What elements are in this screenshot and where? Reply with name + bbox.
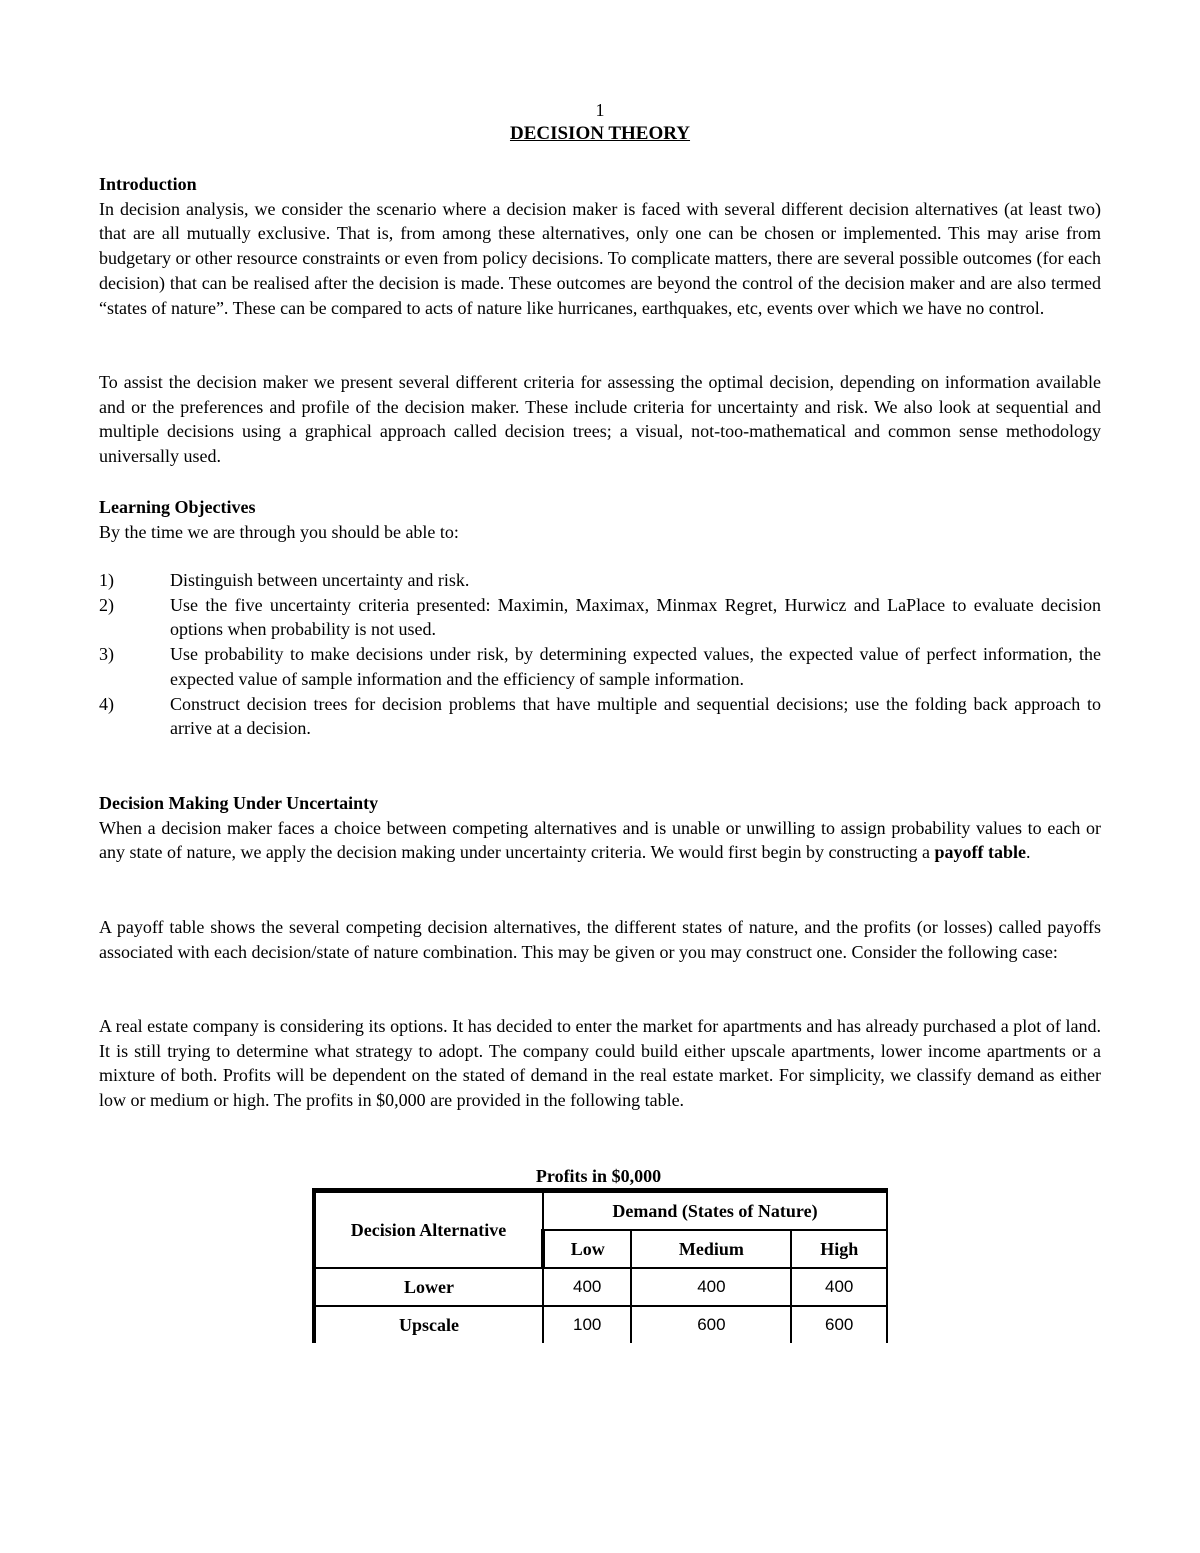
objectives-list	[99, 568, 1101, 741]
uncertainty-paragraph-2: A payoff table shows the several competing decision alternatives, the different states of nature, and the profits (or losses) called payoffs associated with each decision/state of nature combination. This may be given or you may construct one. Consider the following case:	[99, 917, 1101, 962]
page-number: 1	[595, 100, 605, 120]
table-caption: Profits in $0,000	[535, 1166, 662, 1186]
objectives-intro: By the time we are through you should be able to:	[99, 521, 459, 542]
row-label: Upscale	[314, 1306, 543, 1343]
uncertainty-section	[99, 791, 1101, 865]
introduction-heading: Introduction	[99, 174, 197, 194]
table-cell: 400	[791, 1268, 887, 1306]
table-row	[314, 1268, 887, 1306]
table-cell: 100	[543, 1306, 631, 1343]
uncertainty-paragraph-3: A real estate company is considering its options. It has decided to enter the market for apartments and has already purchased a plot of land. It is still trying to determine what strategy to adopt. The company could build either upscale apartments, lower income apartments or a mixture of both. Profits will be dependent on the stated of demand in the real estate market. For simplicity, we classify demand as either low or medium or high. The profits in $0,000 are provided in the following table.	[99, 1016, 1101, 1111]
table-cell: 600	[631, 1306, 791, 1343]
table-cell: 400	[631, 1268, 791, 1306]
row-label: Lower	[314, 1268, 543, 1306]
uncertainty-paragraph-1-end: .	[1025, 842, 1031, 863]
list-item	[99, 568, 1101, 593]
payoff-table-term: payoff table	[934, 842, 1026, 863]
objectives-section	[99, 495, 1101, 544]
table-row	[314, 1306, 887, 1343]
table-cell: 600	[791, 1306, 887, 1343]
column-header-high: High	[791, 1230, 887, 1268]
payoff-table	[312, 1188, 888, 1343]
uncertainty-heading: Decision Making Under Uncertainty	[99, 793, 379, 813]
introduction-section	[99, 172, 1101, 320]
list-item-number: 1)	[99, 570, 114, 590]
list-item-number: 2)	[99, 594, 114, 615]
table-cell: 400	[543, 1268, 631, 1306]
introduction-paragraph-2: To assist the decision maker we present several different criteria for assessing the optimal decision, depending on information available and or the preferences and profile of the decision maker. These include criteria for uncertainty and risk. We also look at sequential and multiple decisions using a graphical approach called decision trees; a visual, not-too-mathematical and common sense methodology universally used.	[99, 372, 1101, 467]
list-item-text: Use probability to make decisions under risk, by determining expected values, the expected value of perfect information, the expected value of sample information and the efficiency of sample information.	[170, 644, 1101, 689]
list-item-text: Use the five uncertainty criteria presented: Maximin, Maximax, Minmax Regret, Hurwicz and LaPlace to evaluate decision options when probability is not used.	[170, 594, 1101, 640]
column-header-low: Low	[543, 1230, 631, 1268]
introduction-paragraph-1: In decision analysis, we consider the scenario where a decision maker is faced with several different decision alternatives (at least two) that are all mutually exclusive. That is, from among these alternatives, only one can be chosen or implemented. This may arise from budgetary or other resource constraints or even from policy decisions. To complicate matters, there are several possible outcomes (for each decision) that can be realised after the decision is made. These outcomes are beyond the control of the decision maker and are also termed “states of nature”. These can be compared to acts of nature like hurricanes, earthquakes, etc, events over which we have no control.	[99, 198, 1101, 318]
uncertainty-paragraph-1	[99, 816, 1101, 865]
introduction-paragraph-2-block	[99, 370, 1101, 469]
list-item	[99, 692, 1101, 741]
demand-group-header: Demand (States of Nature)	[543, 1191, 887, 1231]
decision-alternative-header: Decision Alternative	[314, 1191, 543, 1269]
list-item-number: 4)	[99, 693, 114, 714]
uncertainty-paragraph-2-block	[99, 915, 1101, 964]
uncertainty-paragraph-1-text: When a decision maker faces a choice between competing alternatives and is unable or unwilling to assign probability values to each or any state of nature, we apply the decision making under uncertainty criteria. We would first begin by constructing a	[99, 817, 1101, 863]
column-header-medium: Medium	[631, 1230, 791, 1268]
table-header-row	[314, 1191, 887, 1231]
list-item-number: 3)	[99, 644, 114, 665]
list-item	[99, 593, 1101, 642]
objectives-heading: Learning Objectives	[99, 497, 256, 517]
page-title: DECISION THEORY	[509, 123, 691, 144]
list-item-text: Distinguish between uncertainty and risk.	[170, 570, 470, 590]
list-item-text: Construct decision trees for decision problems that have multiple and sequential decisions; use the folding back approach to arrive at a decision.	[170, 693, 1101, 739]
uncertainty-paragraph-3-block	[99, 1014, 1101, 1113]
list-item	[99, 642, 1101, 691]
